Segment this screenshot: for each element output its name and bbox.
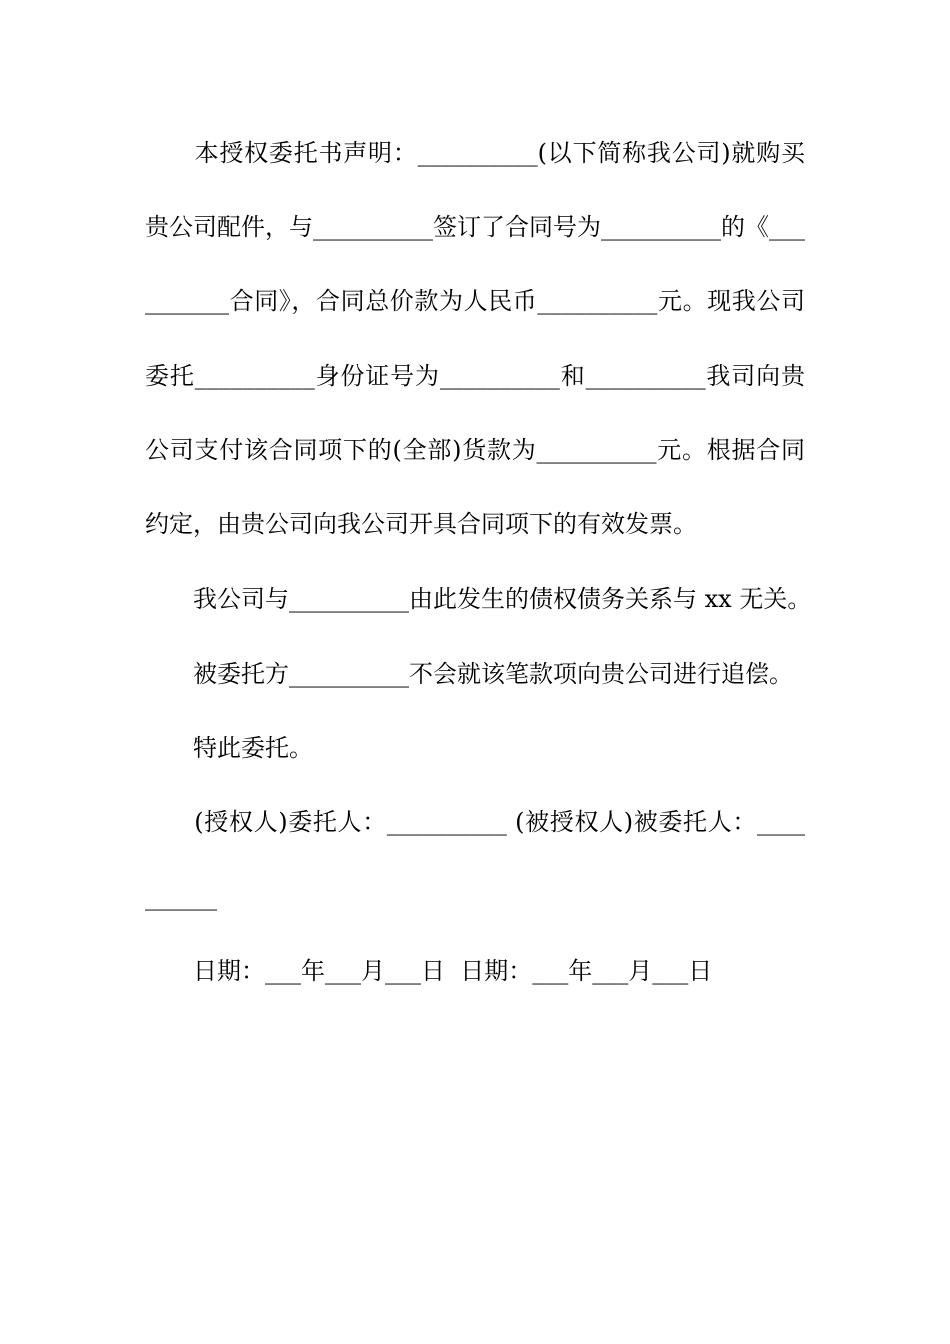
paragraph-line: 特此委托。 [145, 734, 313, 762]
paragraph-line: 约定，由贵公司向我公司开具合同项下的有效发票。 [145, 510, 697, 538]
signature-line-continued: ______ [145, 883, 217, 911]
paragraph-line: 我公司与__________由此发生的债权债务关系与 xx 无关。 [145, 585, 812, 613]
paragraph-line: _______合同》，合同总价款为人民币__________元。现我公司 [145, 287, 805, 315]
date-line: 日期：___年___月___日 日期：___年___月___日 [145, 957, 713, 985]
paragraph-line: 本授权委托书声明：__________(以下简称我公司)就购买 [145, 139, 805, 167]
paragraph-line: 公司支付该合同项下的(全部)货款为__________元。根据合同 [145, 436, 805, 464]
paragraph-line: 委托__________身份证号为__________和__________我司向贵 [145, 362, 805, 390]
paragraph-line: 被委托方__________不会就该笔款项向贵公司进行追偿。 [145, 660, 793, 688]
signature-line: (授权人)委托人：__________ (被授权人)被委托人：____ [145, 808, 805, 836]
paragraph-line: 贵公司配件，与__________签订了合同号为__________的《___ [145, 213, 805, 241]
